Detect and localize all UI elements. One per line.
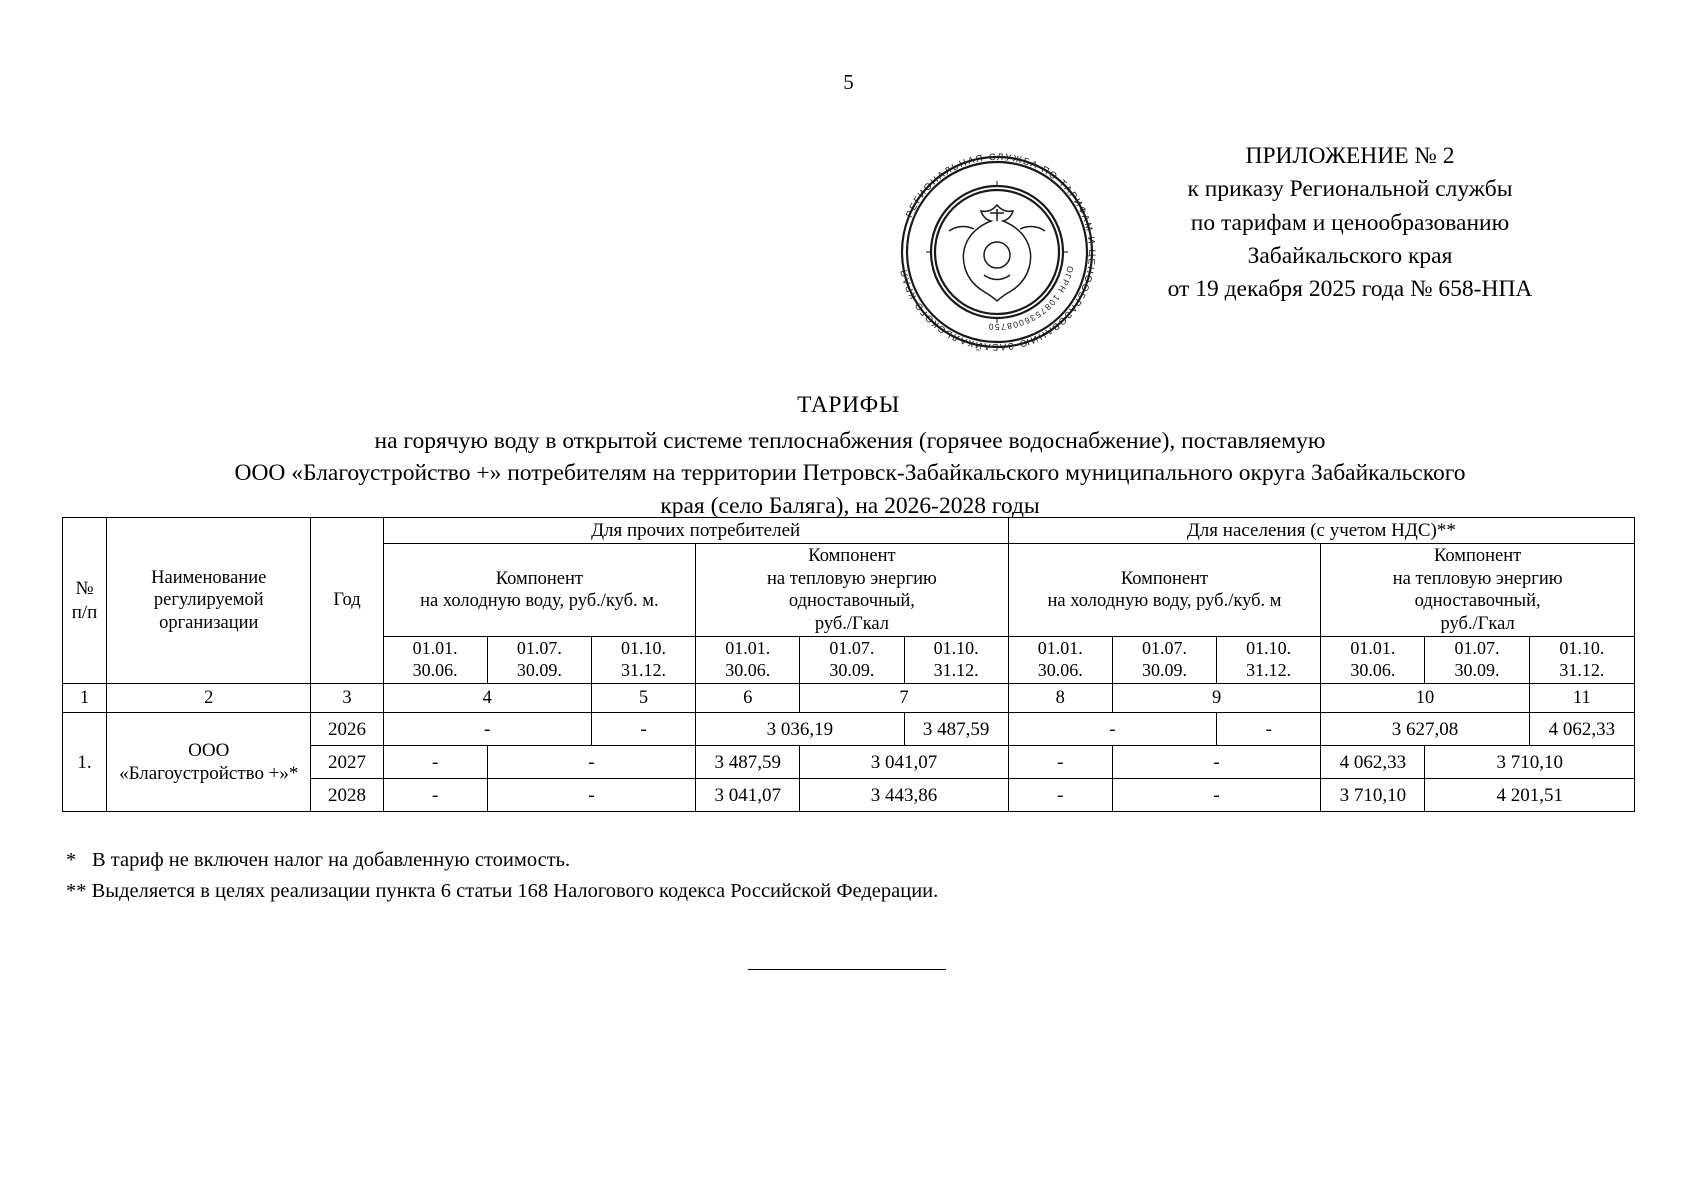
period-to: 30.09.	[1141, 660, 1187, 681]
period-to: 30.06.	[725, 660, 771, 681]
table-header-row-groups	[63, 518, 1635, 544]
header-pop-heat-line-2: на тепловую энергию	[1392, 568, 1563, 589]
period-from: 01.01.	[1350, 638, 1396, 659]
appendix-header	[1100, 140, 1600, 307]
table-row	[63, 713, 1635, 746]
document-subtitle	[60, 425, 1640, 522]
col-num: 3	[311, 684, 383, 713]
period-from: 01.01.	[412, 638, 458, 659]
period-to: 30.09.	[829, 660, 875, 681]
period-to: 31.12.	[933, 660, 979, 681]
period-from: 01.01.	[1037, 638, 1083, 659]
header-other-cold-component	[383, 544, 696, 637]
cell-other-cold-3: -	[591, 713, 695, 746]
header-group-population: Для населения (с учетом НДС)**	[1008, 518, 1634, 544]
period-to: 30.06.	[1350, 660, 1396, 681]
period-from: 01.07.	[516, 638, 562, 659]
header-other-heat-line-4: руб./Гкал	[814, 613, 890, 634]
header-group-other: Для прочих потребителей	[383, 518, 1008, 544]
header-other-heat-component	[696, 544, 1009, 637]
col-num: 11	[1529, 684, 1634, 713]
period-from: 01.01.	[725, 638, 771, 659]
svg-text:РЕГИОНАЛЬНАЯ СЛУЖБА ПО ТАРИФАМ: РЕГИОНАЛЬНАЯ СЛУЖБА ПО ТАРИФАМ И ЦЕНООБРАЗОВАНИЮ ЗАБАЙКАЛЬСКОГО КРАЯ	[898, 151, 1098, 353]
row-year: 2028	[311, 779, 383, 812]
header-np-line-1: №	[75, 578, 94, 600]
cell-other-heat-1: 3 487,59	[696, 746, 800, 779]
tariff-table	[62, 517, 1635, 812]
header-period	[383, 637, 487, 684]
cell-other-cold-1: -	[383, 746, 487, 779]
row-year: 2026	[311, 713, 383, 746]
header-year: Год	[311, 518, 383, 684]
svg-text:ОГРН 1087536008750: ОГРН 1087536008750	[987, 264, 1076, 333]
cell-other-cold-3: -	[487, 746, 695, 779]
header-period	[1112, 637, 1216, 684]
header-other-heat-line-2: на тепловую энергию	[767, 568, 937, 589]
official-stamp-icon	[888, 143, 1106, 361]
period-to: 30.09.	[1454, 660, 1500, 681]
row-organization	[107, 713, 311, 812]
col-num: 5	[591, 684, 695, 713]
col-num: 9	[1112, 684, 1320, 713]
cell-pop-cold-1: -	[1008, 713, 1216, 746]
period-from: 01.07.	[1141, 638, 1187, 659]
footnotes	[66, 845, 1366, 907]
subtitle-line-1: на горячую воду в открытой системе теплоснабжения (горячее водоснабжение), поставляемую	[374, 428, 1326, 454]
col-num: 2	[107, 684, 311, 713]
col-num: 7	[800, 684, 1008, 713]
footnote-one	[66, 845, 1366, 876]
period-from: 01.10.	[933, 638, 979, 659]
period-to: 31.12.	[1246, 660, 1292, 681]
cell-pop-cold-3: -	[1112, 779, 1320, 812]
header-pop-cold-line-2: на холодную воду, руб./куб. м	[1047, 591, 1282, 612]
cell-pop-cold-1: -	[1008, 779, 1112, 812]
period-to: 31.12.	[1559, 660, 1605, 681]
header-other-cold-line-2: на холодную воду, руб./куб. м.	[420, 591, 659, 612]
table-column-number-row	[63, 684, 1635, 713]
header-pop-heat-component	[1321, 544, 1635, 637]
cell-pop-cold-1: -	[1008, 746, 1112, 779]
cell-other-cold-1: -	[383, 779, 487, 812]
header-period	[487, 637, 591, 684]
appendix-line-4: от 19 декабря 2025 года № 658-НПА	[1167, 276, 1533, 303]
period-from: 01.07.	[1454, 638, 1500, 659]
period-to: 30.09.	[516, 660, 562, 681]
col-num: 6	[696, 684, 800, 713]
col-num: 4	[383, 684, 591, 713]
header-pop-cold-line-1: Компонент	[1120, 568, 1209, 589]
period-to: 31.12.	[621, 660, 667, 681]
period-to: 30.06.	[1037, 660, 1083, 681]
row-np: 1.	[63, 713, 107, 812]
cell-other-cold-3: -	[487, 779, 695, 812]
cell-pop-heat-2: 3 710,10	[1425, 746, 1635, 779]
cell-pop-heat-3: 4 062,33	[1529, 713, 1634, 746]
cell-other-heat-1: 3 041,07	[696, 779, 800, 812]
period-from: 01.10.	[1246, 638, 1292, 659]
footnote-one-marker: *	[66, 849, 77, 871]
cell-pop-cold-3: -	[1112, 746, 1320, 779]
header-organization	[107, 518, 311, 684]
org-line-1: ООО	[188, 740, 230, 762]
subtitle-line-2: ООО «Благоустройство +» потребителям на территории Петровск-Забайкальского муниципального округа Забайкальского	[234, 460, 1466, 487]
footnote-two: ** Выделяется в целях реализации пункта 6 статьи 168 Налогового кодекса Российской Федерации.	[66, 879, 939, 902]
header-other-cold-line-1: Компонент	[495, 568, 583, 589]
cell-pop-cold-3: -	[1217, 713, 1321, 746]
document-title: ТАРИФЫ	[797, 392, 900, 418]
header-pop-heat-line-4: руб./Гкал	[1440, 613, 1515, 634]
header-period	[1321, 637, 1425, 684]
col-num: 8	[1008, 684, 1112, 713]
header-period	[696, 637, 800, 684]
header-pop-heat-line-3: одноставочный,	[1414, 591, 1541, 612]
subtitle-line-3: края (село Баляга), на 2026-2028 годы	[660, 492, 1040, 519]
footnote-one-text: В тариф не включен налог на добавленную стоимость.	[92, 849, 571, 871]
cell-pop-heat-2: 4 201,51	[1425, 779, 1635, 812]
header-period	[1425, 637, 1529, 684]
cell-other-cold-1: -	[383, 713, 591, 746]
cell-other-heat-1: 3 036,19	[696, 713, 904, 746]
bottom-divider	[748, 969, 946, 970]
header-period	[591, 637, 695, 684]
period-to: 30.06.	[412, 660, 458, 681]
cell-pop-heat-1: 4 062,33	[1321, 746, 1425, 779]
period-from: 01.10.	[621, 638, 667, 659]
header-pop-heat-line-1: Компонент	[1433, 546, 1522, 567]
header-period	[904, 637, 1008, 684]
header-org-line-1: Наименование	[151, 567, 267, 588]
row-year: 2027	[311, 746, 383, 779]
appendix-line-2: по тарифам и ценообразованию	[1190, 209, 1510, 236]
col-num: 1	[63, 684, 107, 713]
cell-other-heat-3: 3 487,59	[904, 713, 1008, 746]
org-line-2: «Благоустройство +»*	[119, 763, 299, 785]
header-pop-cold-component	[1008, 544, 1321, 637]
page-number: 5	[843, 70, 854, 94]
header-period	[1217, 637, 1321, 684]
header-org-line-2: регулируемой	[153, 590, 264, 611]
header-org-line-3: организации	[159, 612, 259, 633]
header-other-heat-line-1: Компонент	[808, 546, 896, 567]
header-other-heat-line-3: одноставочный,	[788, 591, 915, 612]
cell-other-heat-2: 3 041,07	[800, 746, 1008, 779]
cell-pop-heat-1: 3 710,10	[1321, 779, 1425, 812]
header-period	[1008, 637, 1112, 684]
header-period	[800, 637, 904, 684]
cell-other-heat-2: 3 443,86	[800, 779, 1008, 812]
appendix-line-3: Забайкальского края	[1247, 243, 1453, 270]
period-from: 01.07.	[829, 638, 875, 659]
cell-pop-heat-1: 3 627,08	[1321, 713, 1529, 746]
col-num: 10	[1321, 684, 1529, 713]
header-period	[1529, 637, 1634, 684]
period-from: 01.10.	[1559, 638, 1605, 659]
header-np-line-2: п/п	[71, 601, 98, 623]
header-np	[63, 518, 107, 684]
appendix-title: ПРИЛОЖЕНИЕ № 2	[1245, 143, 1455, 169]
appendix-line-1: к приказу Региональной службы	[1187, 176, 1513, 203]
